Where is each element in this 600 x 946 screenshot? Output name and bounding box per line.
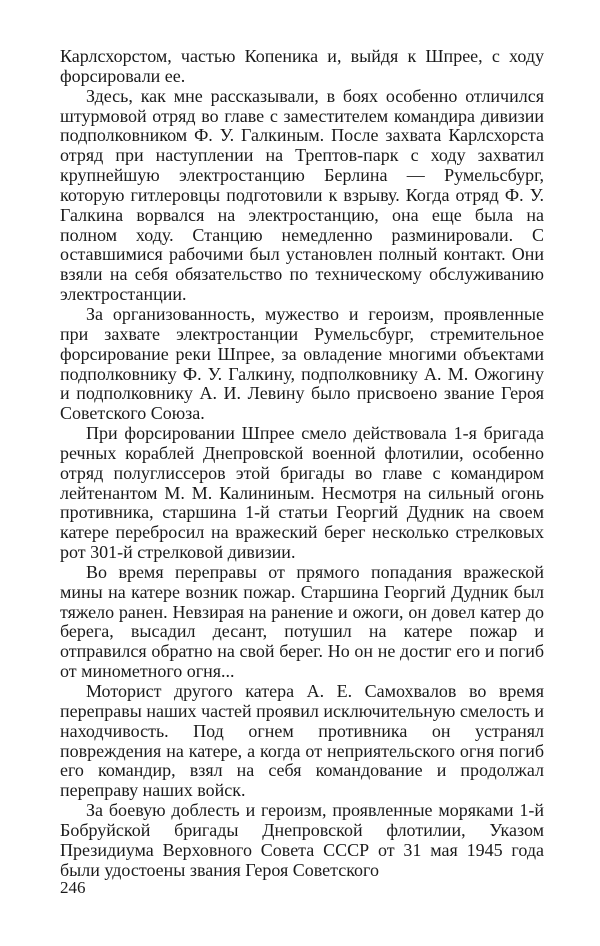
- paragraph-brigade-award: За боевую доблесть и героизм, проявленные моряками 1-й Бобруйской бригады Днепровской флотилии, Указом Президиума Верховного Совета СССР от 31 мая 1945 года были удостоены звания Героя Советского: [60, 800, 544, 880]
- paragraph-flotilla: При форсировании Шпрее смело действовала 1-я бригада речных кораблей Днепровской военной флотилии, особенно отряд полуглиссеров этой бригады во главе с командиром лейтенантом М. М. Калининым. Несмотря на сильный огонь противника, старшина 1-й статьи Георгий Дудник на своем катере перебросил на вражеский берег несколько стрелковых рот 301-й стрелковой дивизии.: [60, 423, 544, 563]
- page-number: 246: [60, 878, 86, 897]
- paragraph-galkin-detachment: Здесь, как мне рассказывали, в боях особенно отличился штурмовой отряд во главе с заместителем командира дивизии подполковником Ф. У. Галкиным. После захвата Карлсхорста отряд при наступлении на Трептов-парк с ходу захватил крупнейшую электростанцию Берлина — Румельсбург, которую гитлеровцы подготовили к взрыву. Когда отряд Ф. У. Галкина ворвался на электростанцию, она еще была на полном ходу. Станцию немедленно разминировали. С оставшимися рабочими был установлен полный контакт. Они взяли на себя обязательство по техническому обслуживанию электростанции.: [60, 85, 544, 305]
- paragraph-continuation: Карлсхорстом, частью Копеника и, выйдя к Шпрее, с ходу форсировали ее.: [60, 46, 544, 86]
- body-text: [60, 47, 544, 880]
- paragraph-samokhvalov: Моторист другого катера А. Е. Самохвалов во время переправы наших частей проявил исключительную смелость и находчивость. Под огнем противника он устранял повреждения на катере, а когда от неприятельского огня погиб его командир, взял на себя командование и продолжал переправу наших войск.: [60, 681, 544, 801]
- paragraph-dudnik: Во время переправы от прямого попадания вражеской мины на катере возник пожар. Старшина Георгий Дудник был тяжело ранен. Невзирая на ранение и ожоги, он довел катер до берега, высадил десант, потушил на катере пожар и отправился обратно на свой берег. Но он не достиг его и погиб от минометного огня...: [60, 561, 544, 682]
- paragraph-hero-award: За организованность, мужество и героизм, проявленные при захвате электростанции Румельсбург, стремительное форсирование реки Шпрее, за овладение многими объектами подполковнику Ф. У. Галкину, подполковнику А. М. Ожогину и подполковнику А. И. Левину было присвоено звание Героя Советского Союза.: [60, 303, 544, 424]
